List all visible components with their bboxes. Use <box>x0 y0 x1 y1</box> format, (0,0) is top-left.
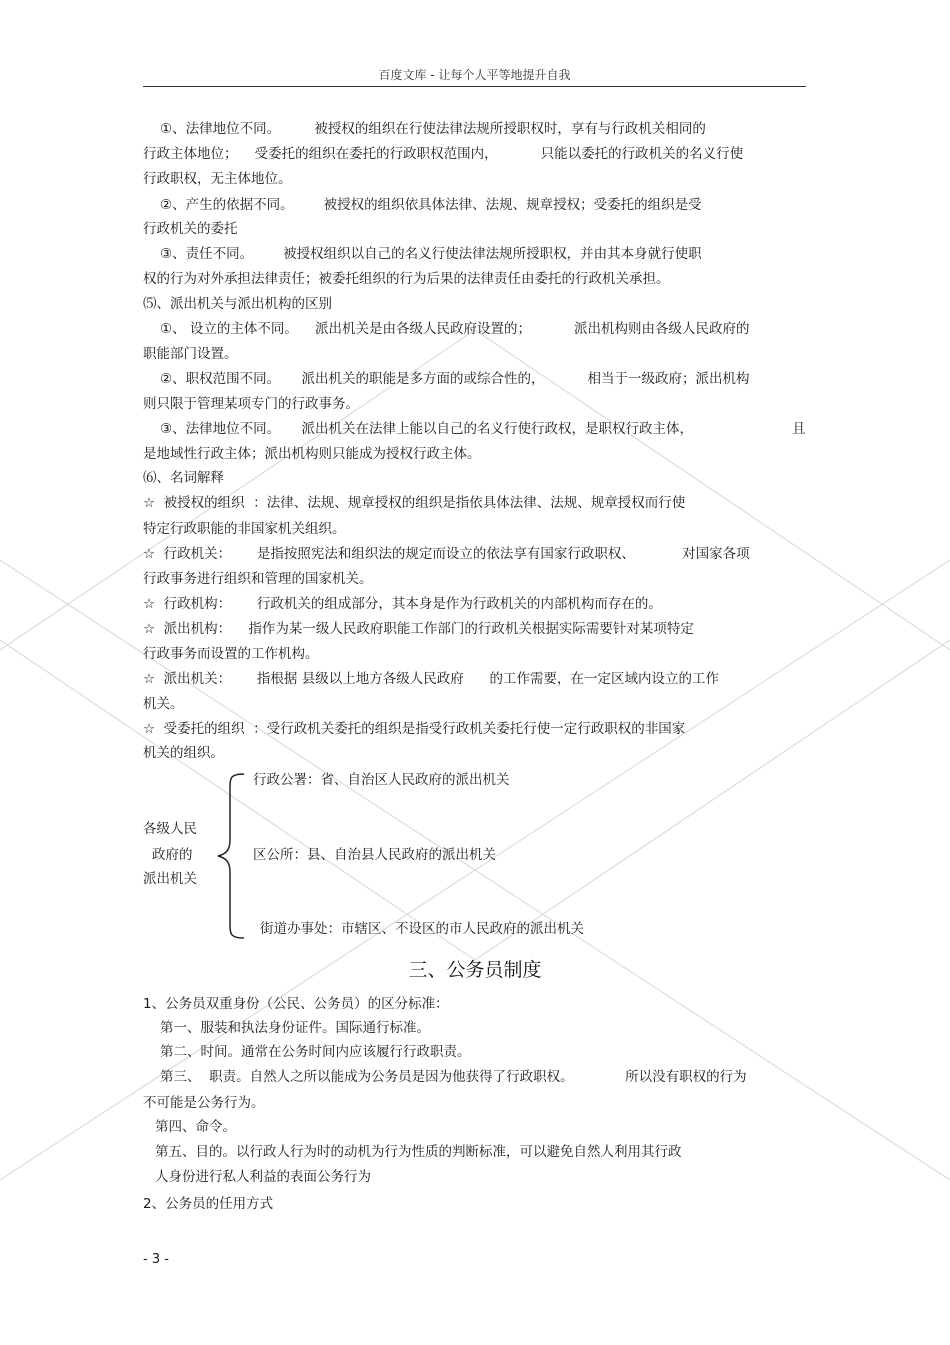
section-title: 三、公务员制度 <box>408 959 542 981</box>
definition-line: ☆ 受委托的组织 ：受行政机关委托的组织是指受行政机关委托行使一定行政职权的非国家 <box>143 721 686 737</box>
text-line: 第五、目的。以行政人行为时的动机为行为性质的判断标准，可以避免自然人利用其行政 <box>155 1144 682 1160</box>
text-line: 第一、服装和执法身份证件。国际通行标准。 <box>160 1020 430 1036</box>
definition-line: ☆ 被授权的组织 ：法律、法规、规章授权的组织是指依具体法律、法规、规章授权而行使 <box>143 495 686 511</box>
page-number: - 3 - <box>143 1252 169 1267</box>
curly-brace <box>212 770 252 942</box>
text-line: 行政主体地位； 受委托的组织在委托的行政职权范围内， 只能以委托的行政机关的名义行使 <box>143 146 744 162</box>
definition-line: ☆ 行政机构： 行政机关的组成部分，其本身是作为行政机关的内部机构而存在的。 <box>143 596 662 612</box>
text-line: ①、法律地位不同。 被授权的组织在行使法律法规所授职权时，享有与行政机关相同的 <box>160 121 706 137</box>
text-line: 1、公务员双重身份（公民、公务员）的区分标准： <box>143 996 449 1012</box>
text-line: ③、法律地位不同。 派出机关在法律上能以自己的名义行使行政权，是职权行政主体， <box>160 421 694 437</box>
page-header: 百度文库 - 让每个人平等地提升自我 <box>378 68 571 82</box>
text-line: 行政事务而设置的工作机构。 <box>143 646 319 662</box>
definition-line: ☆ 派出机关： 指根据 县级以上地方各级人民政府 的工作需要，在一定区域内设立的工作 <box>143 671 719 687</box>
text-line: ①、 设立的主体不同。 派出机关是由各级人民政府设置的； 派出机构则由各级人民政府的 <box>160 321 750 337</box>
text-line: 行政机关的委托 <box>143 221 238 237</box>
diagram-root-line: 各级人民 <box>143 821 197 837</box>
text-line: 是地域性行政主体；派出机构则只能成为授权行政主体。 <box>143 446 481 462</box>
text-line: ②、产生的依据不同。 被授权的组织依具体法律、法规、规章授权；受委托的组织是受 <box>160 197 702 213</box>
text-line: 则只限于管理某项专门的行政事务。 <box>143 396 359 412</box>
definition-line: ☆ 行政机关： 是指按照宪法和组织法的规定而设立的依法享有国家行政职权、 对国家各项 <box>143 546 750 562</box>
text-line: 行政事务进行组织和管理的国家机关。 <box>143 571 373 587</box>
diagram-branch: 区公所：县、自治县人民政府的派出机关 <box>253 847 496 863</box>
header-rule <box>143 86 806 87</box>
text-line: 行政职权，无主体地位。 <box>143 171 292 187</box>
text-line: 第四、命令。 <box>155 1119 236 1135</box>
text-line: 机关的组织。 <box>143 745 224 761</box>
text-line: ③、责任不同。 被授权组织以自己的名义行使法律法规所授职权，并由其本身就行使职 <box>160 246 702 262</box>
text-line: 第二、时间。通常在公务时间内应该履行行政职责。 <box>160 1044 471 1060</box>
text-line: 第三、 职责。自然人之所以能成为公务员是因为他获得了行政职权。 所以没有职权的行为 <box>160 1069 747 1085</box>
subheading: ⑸、派出机关与派出机构的区别 <box>143 296 332 312</box>
text-line: 2、公务员的任用方式 <box>143 1196 274 1212</box>
diagram-root-line: 派出机关 <box>143 871 197 887</box>
definition-line: ☆ 派出机构： 指作为某一级人民政府职能工作部门的行政机关根据实际需要针对某项特定 <box>143 621 694 637</box>
text-line: 机关。 <box>143 696 184 712</box>
text-line: 特定行政职能的非国家机关组织。 <box>143 521 346 537</box>
text-line: 权的行为对外承担法律责任；被委托组织的行为后果的法律责任由委托的行政机关承担。 <box>143 271 670 287</box>
subheading: ⑹、名词解释 <box>143 470 224 486</box>
diagram-branch: 街道办事处：市辖区、不设区的市人民政府的派出机关 <box>260 921 584 937</box>
text-line: 职能部门设置。 <box>143 346 238 362</box>
diagram-branch: 行政公署：省、自治区人民政府的派出机关 <box>253 772 510 788</box>
diagram-root-line: 政府的 <box>152 847 193 863</box>
text-line: 不可能是公务行为。 <box>143 1095 265 1111</box>
text-line-end: 且 <box>792 421 806 437</box>
text-line: ②、职权范围不同。 派出机关的职能是多方面的或综合性的， 相当于一级政府；派出机构 <box>160 371 750 387</box>
text-line: 人身份进行私人利益的表面公务行为 <box>155 1169 371 1185</box>
